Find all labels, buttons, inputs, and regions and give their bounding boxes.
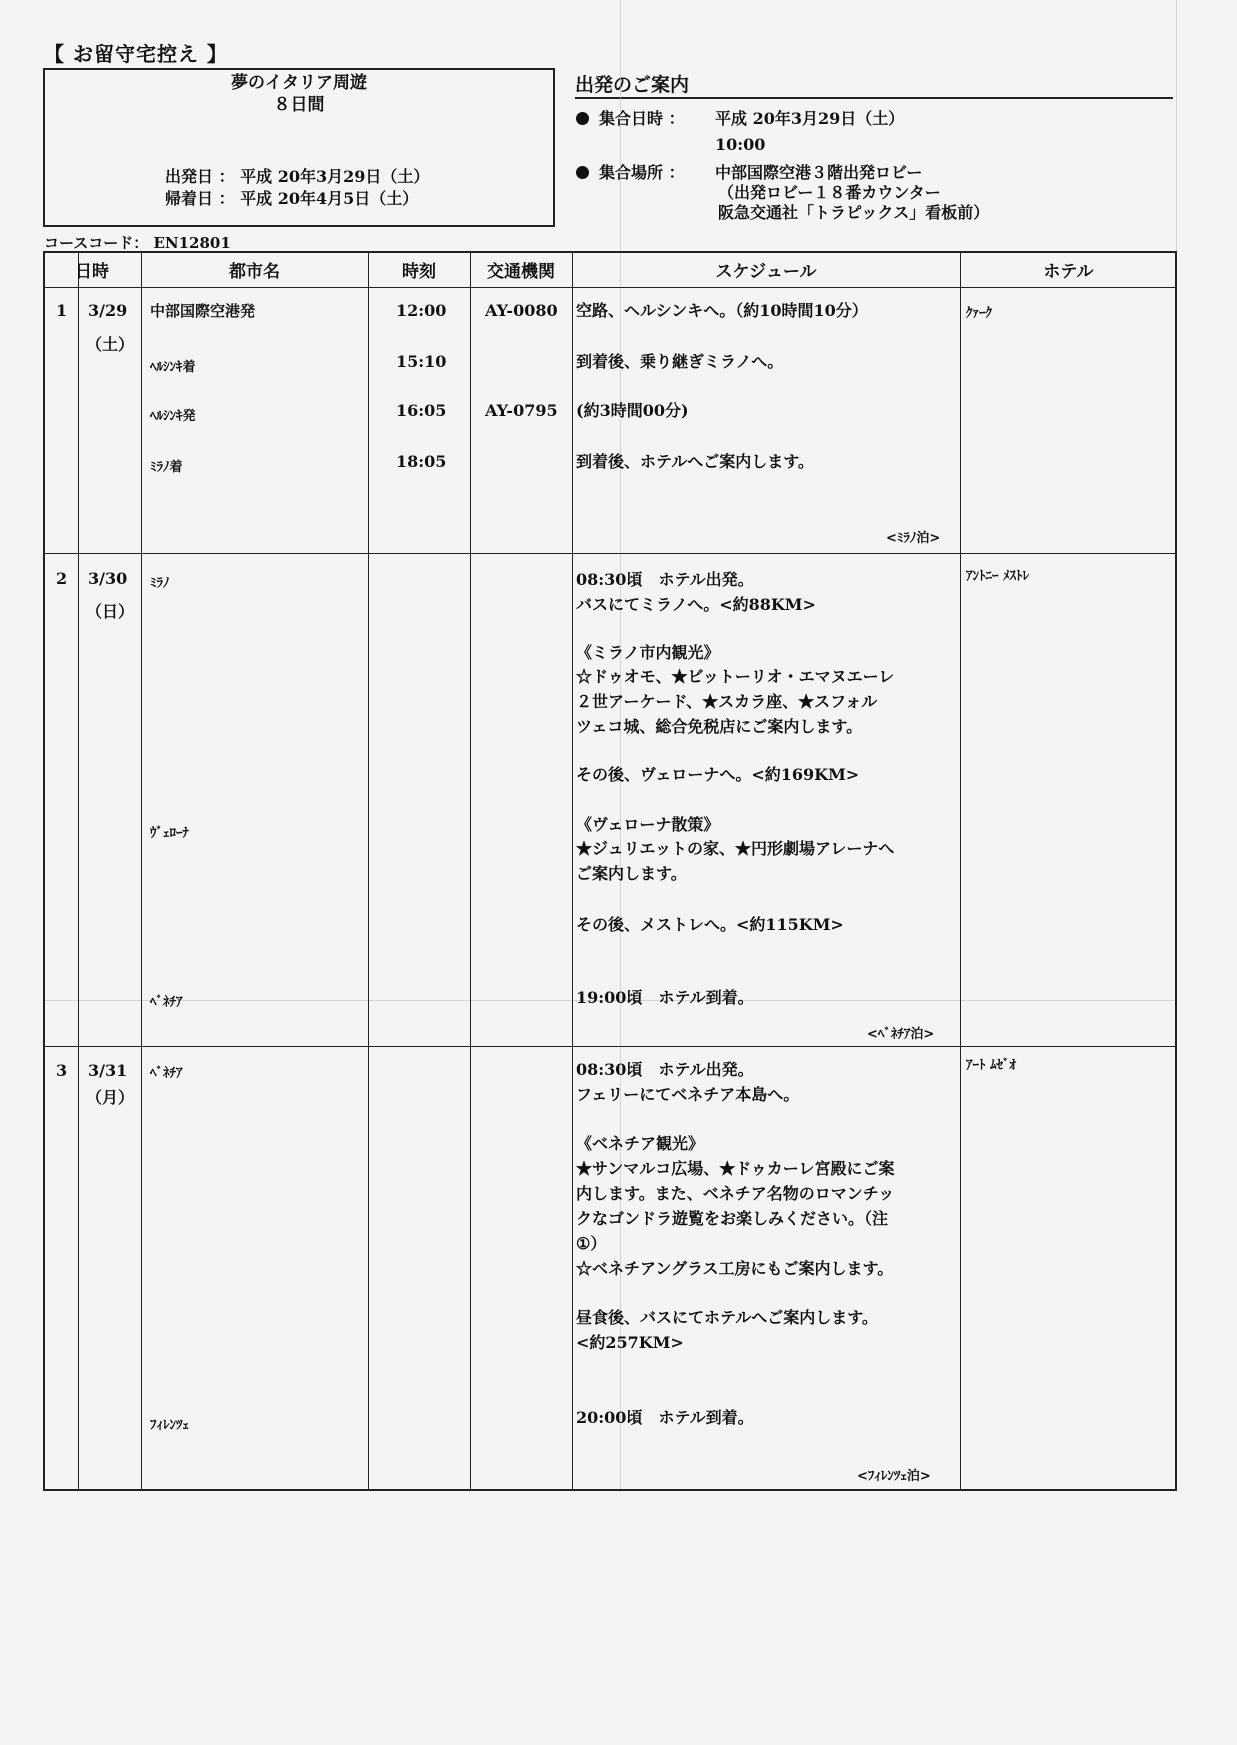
- day-number: 2: [56, 569, 68, 588]
- header-divider: [43, 287, 1177, 288]
- overnight-stay: <ﾌｨﾚﾝﾂｪ泊>: [857, 1469, 931, 1484]
- schedule-line: 到着後、乗り継ぎミラノへ。: [576, 352, 784, 371]
- schedule-line: 内します。また、ベネチア名物のロマンチッ: [576, 1184, 895, 1203]
- row-divider: [43, 1046, 1177, 1047]
- schedule-line: (約3時間00分): [576, 401, 689, 420]
- schedule-line: フェリーにてベネチア本島へ。: [576, 1085, 800, 1104]
- schedule-line: ツェコ城、総合免税店にご案内します。: [576, 717, 863, 736]
- overnight-stay: <ﾍﾞﾈﾁｱ泊>: [867, 1027, 935, 1042]
- schedule-line: その後、メストレへ。<約115KM>: [576, 915, 844, 934]
- schedule-line: ☆ドゥオモ、★ビットーリオ・エマヌエーレ: [576, 667, 895, 686]
- meet-time-1: 平成 20年3月29日（土）: [715, 109, 905, 128]
- schedule-line: バスにてミラノへ。<約88KM>: [576, 595, 816, 614]
- schedule-line: 20:00頃 ホテル到着。: [576, 1408, 754, 1427]
- schedule-line: ☆ベネチアングラス工房にもご案内します。: [576, 1259, 894, 1278]
- city-name: ﾍﾙｼﾝｷ着: [150, 360, 196, 375]
- bullet-icon: [576, 112, 589, 125]
- city-name: ﾍﾙｼﾝｷ発: [150, 409, 196, 424]
- schedule-line: 到着後、ホテルへご案内します。: [576, 452, 814, 471]
- schedule-line: ★ジュリエットの家、★円形劇場アレーナへ: [576, 839, 895, 858]
- col-divider: [960, 251, 961, 1491]
- schedule-line: 昼食後、バスにてホテルへご案内します。: [576, 1308, 878, 1327]
- schedule-line: 08:30頃 ホテル出発。: [576, 1060, 754, 1079]
- schedule-line: クなゴンドラ遊覧をお楽しみください。（注: [576, 1209, 889, 1228]
- day-number: 3: [56, 1061, 68, 1080]
- row-divider: [43, 553, 1177, 554]
- day-date: 3/29: [88, 301, 128, 320]
- city-name: ﾌｨﾚﾝﾂｪ: [150, 1418, 189, 1433]
- day-weekday: （日）: [86, 602, 135, 621]
- col-divider: [572, 251, 573, 1491]
- schedule-line: ２世アーケード、★スカラ座、★スフォル: [576, 692, 878, 711]
- col-divider: [470, 251, 471, 1491]
- day-date: 3/31: [88, 1061, 128, 1080]
- hotel-name: ｱｰﾄ ﾑｾﾞｵ: [966, 1058, 1017, 1073]
- schedule-line: ご案内します。: [576, 864, 687, 883]
- time-value: 18:05: [396, 452, 447, 471]
- col-divider: [141, 251, 142, 1491]
- schedule-line: その後、ヴェローナへ。<約169KM>: [576, 765, 860, 784]
- day-weekday: （土）: [86, 335, 135, 354]
- meet-place-1: 中部国際空港３階出発ロビー: [715, 163, 923, 182]
- col-header-date: 日時: [75, 262, 109, 282]
- course-code: コースコード： EN12801: [44, 234, 231, 252]
- schedule-line: 《ヴェローナ散策》: [576, 815, 720, 834]
- col-header-time: 時刻: [402, 262, 436, 282]
- copy-label: 【 お留守宅控え 】: [44, 42, 228, 66]
- hotel-name: ｱﾝﾄﾆｰ ﾒｽﾄﾚ: [966, 569, 1030, 584]
- col-header-schedule: スケジュール: [715, 262, 817, 282]
- overnight-stay: <ﾐﾗﾉ泊>: [886, 531, 941, 546]
- time-value: 16:05: [396, 401, 447, 420]
- col-divider: [368, 251, 369, 1491]
- city-name: 中部国際空港発: [150, 302, 256, 320]
- flight-number: AY-0080: [485, 301, 558, 320]
- city-name: ｳﾞｪﾛｰﾅ: [150, 826, 189, 841]
- meet-place-3: 阪急交通社「トラピックス」看板前）: [718, 203, 990, 222]
- meet-time-label: 集合日時 ：: [599, 109, 685, 128]
- time-value: 15:10: [396, 352, 447, 371]
- trip-title: [43, 72, 555, 116]
- meet-place-2: （出発ロビー１８番カウンター: [718, 183, 941, 202]
- guide-title: 出発のご案内: [575, 74, 690, 96]
- schedule-line: 《ベネチア観光》: [576, 1134, 705, 1153]
- hotel-name: ｸｧｰｸ: [966, 306, 992, 321]
- day-weekday: （月）: [86, 1088, 135, 1107]
- flight-number: AY-0795: [485, 401, 558, 420]
- col-divider: [78, 251, 79, 1491]
- schedule-line: 空路、ヘルシンキへ。（約10時間10分）: [576, 301, 868, 320]
- trip-days: ８日間: [273, 95, 325, 115]
- trip-name: 夢のイタリア周遊: [231, 73, 367, 93]
- city-name: ﾍﾞﾈﾁｱ: [150, 995, 183, 1010]
- time-value: 12:00: [396, 301, 447, 320]
- schedule-line: 《ミラノ市内観光》: [576, 643, 720, 662]
- bullet-icon: [576, 166, 589, 179]
- meet-time-2: 10:00: [715, 135, 766, 154]
- city-name: ﾍﾞﾈﾁｱ: [150, 1066, 183, 1081]
- schedule-line: ★サンマルコ広場、★ドゥカーレ宮殿にご案: [576, 1159, 895, 1178]
- city-name: ﾐﾗﾉ着: [150, 460, 183, 475]
- col-header-city: 都市名: [229, 262, 280, 282]
- meet-place-label: 集合場所 ：: [599, 163, 685, 182]
- city-name: ﾐﾗﾉ: [150, 576, 170, 591]
- schedule-line: ①）: [576, 1234, 607, 1253]
- col-header-transport: 交通機関: [487, 262, 555, 282]
- col-header-hotel: ホテル: [1043, 262, 1094, 282]
- return-date: 帰着日 ： 平成 20年4月5日（土）: [165, 189, 419, 208]
- schedule-line: 08:30頃 ホテル出発。: [576, 570, 754, 589]
- day-date: 3/30: [88, 569, 128, 588]
- schedule-line: <約257KM>: [576, 1333, 684, 1352]
- depart-date: 出発日 ： 平成 20年3月29日（土）: [165, 167, 430, 186]
- day-number: 1: [56, 301, 68, 320]
- schedule-line: 19:00頃 ホテル到着。: [576, 988, 754, 1007]
